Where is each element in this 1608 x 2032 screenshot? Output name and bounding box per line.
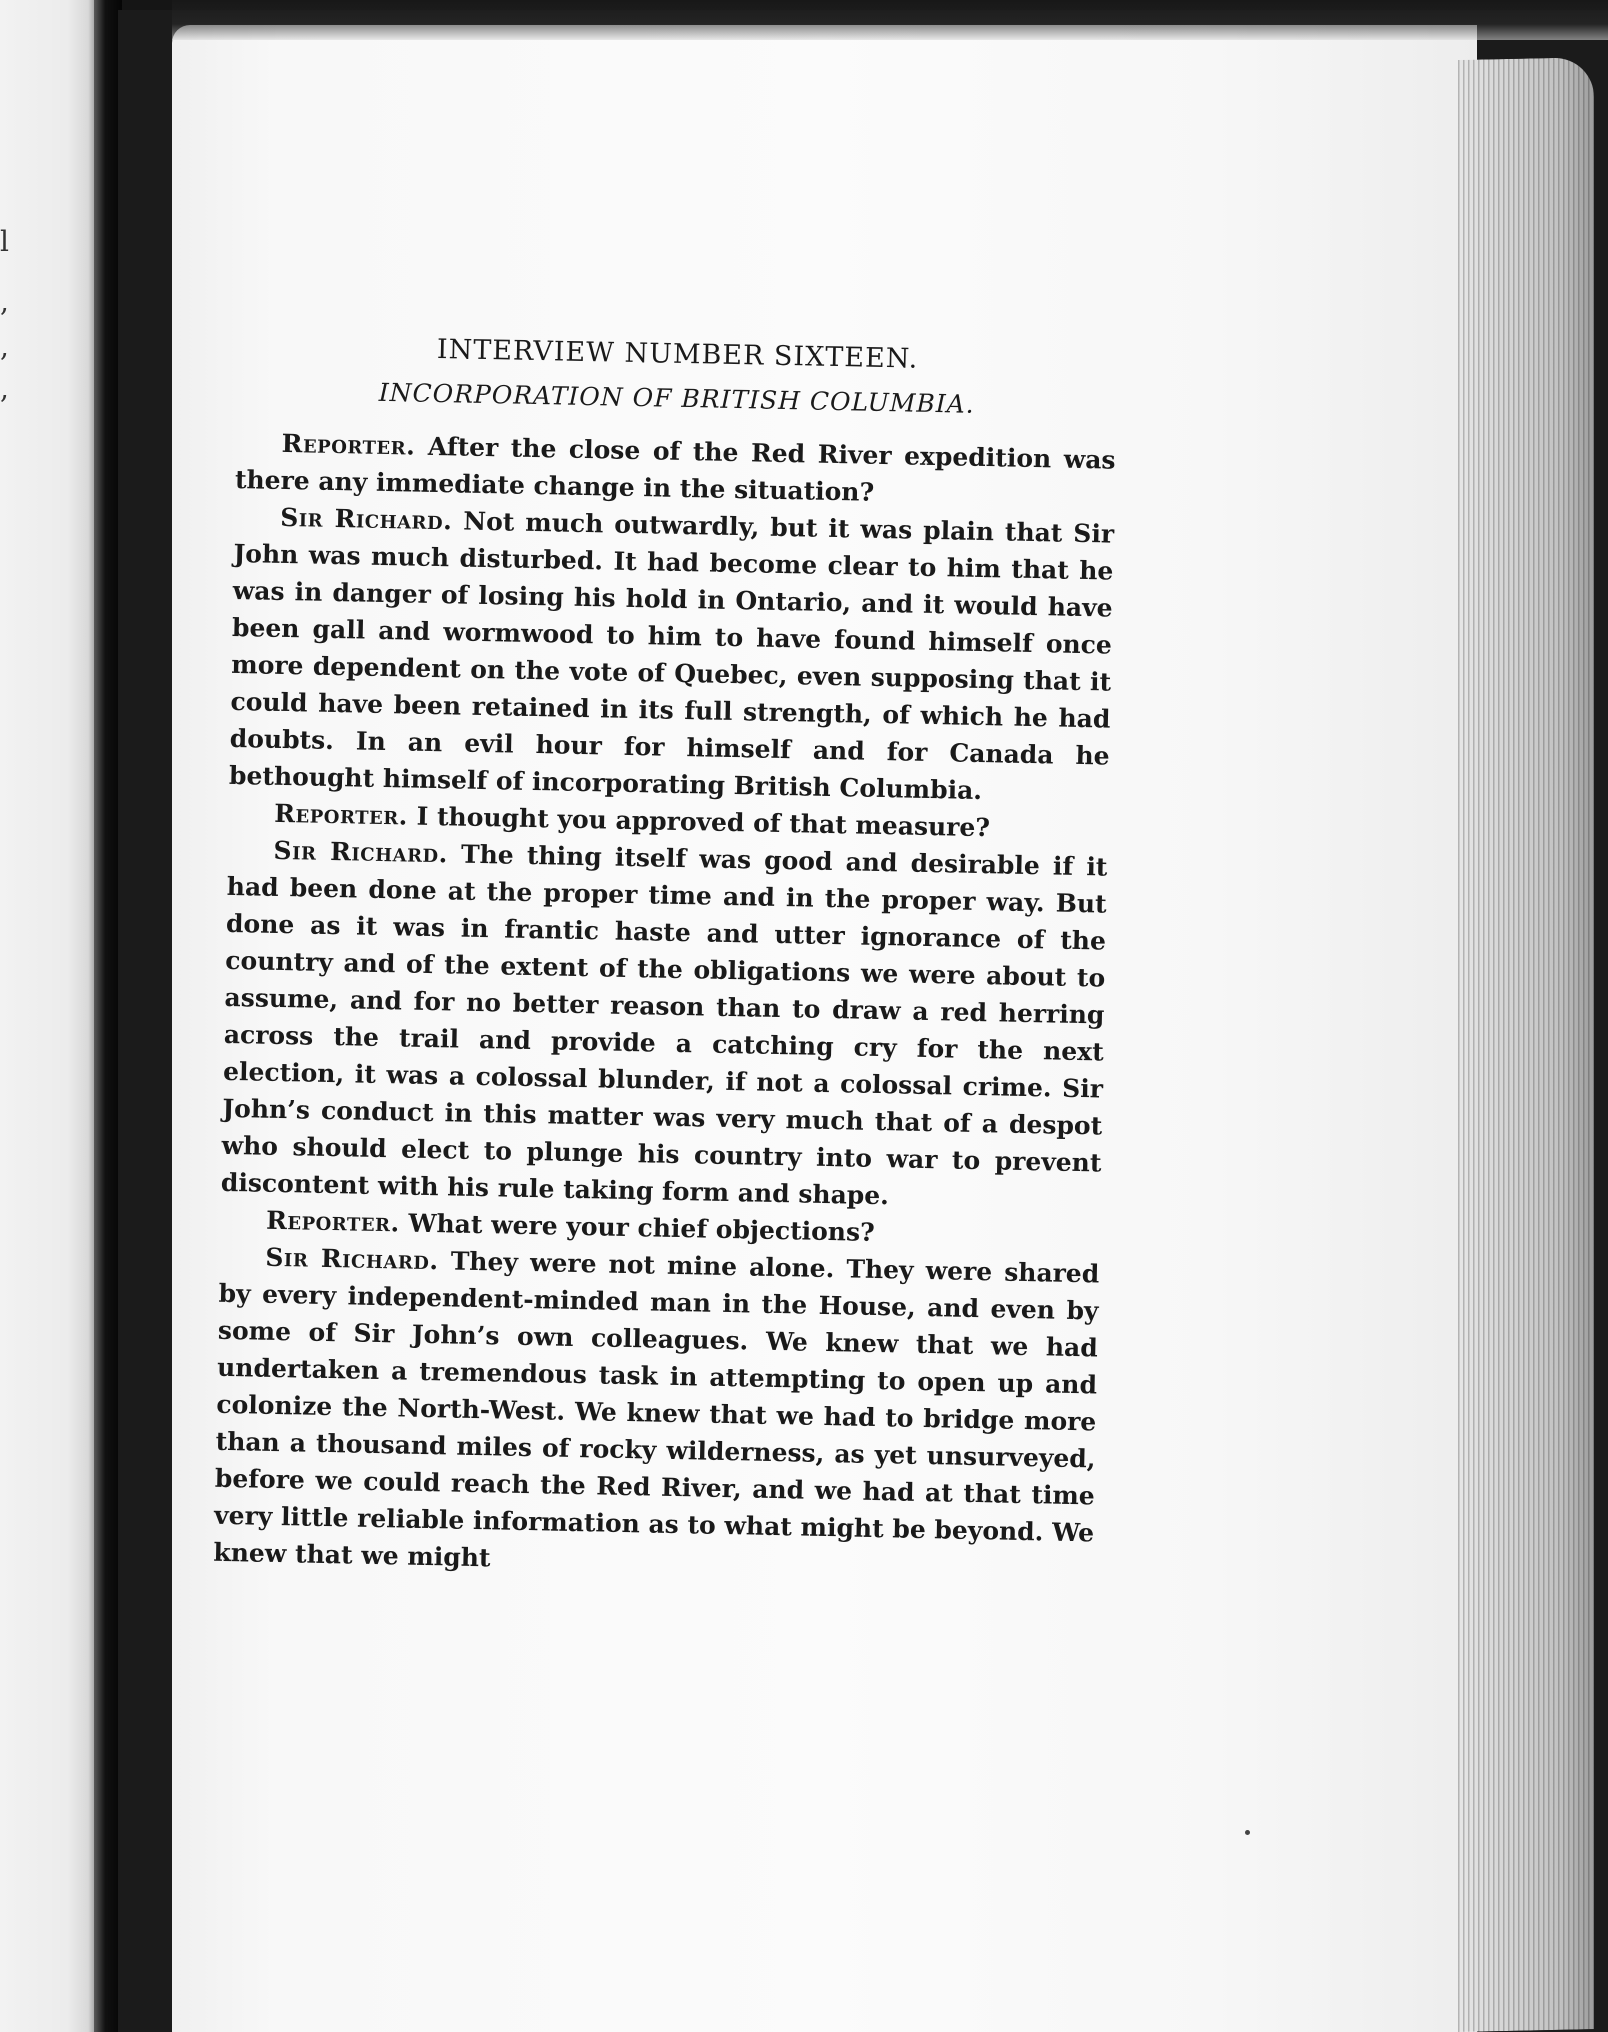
paragraph-text: What were your chief objections? [408, 1208, 876, 1247]
margin-glyph: , [0, 285, 9, 318]
paragraph-text: I thought you approved of that measure? [416, 801, 991, 843]
paragraph-text: The thing itself was good and desirable if it had been done at the proper time and in the proper way. But done as it was in frantic haste and utter ignorance of the country and of the extent of the obligations we were about to assume, and for no better reason than to draw a red herring across the trail and provide a catching cry for the next election, it was a colossal blunder, if not a colossal crime. Sir John’s conduct in this matter was very much that of a despot who should elect to plunge his country into war to prevent discontent with his rule taking form and shape. [220, 839, 1108, 1211]
chapter-subtitle: INCORPORATION OF BRITISH COLUMBIA. [378, 377, 975, 419]
speaker-label: Sir Richard. [279, 502, 453, 536]
paragraph-text: After the close of the Red River expedition was there any immediate change in the situation? [234, 431, 1116, 507]
left-page-edge [0, 0, 96, 2032]
margin-glyph: , [0, 372, 9, 405]
paragraph-text: Not much outwardly, but it was plain that Sir John was much disturbed. It had become clear to him that he was in danger of losing his hold in Ontario, and it would have been gall and wormwood to him to have found himself once more dependent on the vote of Quebec, even supposing that it could have been retained in its full strength, of which he had doubts. In an evil hour for himself and for Canada he bethought himself of incorporating British Columbia. [228, 506, 1115, 806]
page-top-shadow [172, 0, 1608, 40]
paragraph [229, 498, 1115, 812]
margin-glyph: , [0, 330, 9, 363]
speaker-label: Reporter. [274, 798, 409, 831]
page-block-edges [1458, 57, 1594, 2032]
speaker-label: Sir Richard. [273, 835, 449, 869]
speaker-label: Reporter. [265, 1205, 401, 1238]
margin-glyph: l [0, 225, 9, 258]
paragraph [221, 831, 1108, 1219]
page-text [213, 330, 1118, 1588]
dust-speck [1245, 1830, 1250, 1835]
chapter-title: INTERVIEW NUMBER SIXTEEN. [436, 334, 919, 375]
speaker-label: Sir Richard. [265, 1242, 439, 1276]
paragraph-text: They were not mine alone. They were shared by every independent-minded man in the House, and even by some of Sir John’s own colleagues. We knew that we had undertaken a tremendous task in attempting to open up and colonize the North-West. We knew that we had to bridge more than a thousand miles of rocky wilderness, as yet unsurveyed, before we could reach the Red River, and we had at that time very little reliable information as to what might be beyond. We knew that we might [213, 1246, 1100, 1573]
speaker-label: Reporter. [281, 428, 416, 461]
paragraph [213, 1238, 1100, 1589]
